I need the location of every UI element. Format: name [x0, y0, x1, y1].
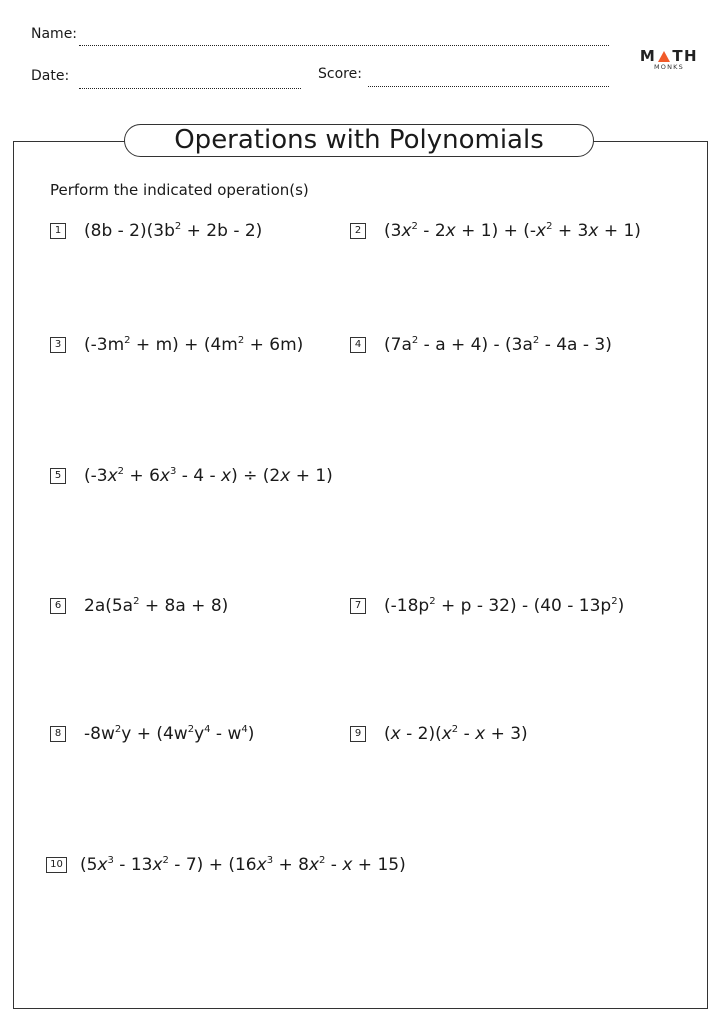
- problem-number: 4: [350, 337, 366, 353]
- problem-expression: $-8w^2y + (4w^2y^4 - w^4)$: [84, 724, 255, 744]
- page-title: Operations with Polynomials: [124, 124, 594, 157]
- problem-expression: $2a(5a^2 + 8a + 8)$: [84, 596, 229, 616]
- problem-expression: $(8b - 2)(3b^2 + 2b - 2)$: [84, 221, 263, 241]
- name-label: Name:: [31, 26, 78, 42]
- problem-expression: $(7a^2 - a + 4) - (3a^2 - 4a - 3)$: [384, 335, 612, 355]
- problem-number: 7: [350, 598, 366, 614]
- problem-expression: $(-3m^2 + m) + (4m^2 + 6m)$: [84, 335, 304, 355]
- date-line[interactable]: [79, 88, 301, 89]
- problem-expression: $(3x^2 - 2x + 1) + (-x^2 + 3x + 1)$: [384, 221, 641, 241]
- problem-number: 9: [350, 726, 366, 742]
- logo-subtext: MONKS: [654, 63, 684, 71]
- problem-number: 1: [50, 223, 66, 239]
- score-label: Score:: [318, 66, 362, 82]
- logo-triangle-icon: [658, 51, 670, 62]
- problem-expression: $(-3x^2 + 6x^3 - 4 - x) \div (2x + 1)$: [84, 466, 333, 486]
- problem-expression: $(5x^3 - 13x^2 - 7) + (16x^3 + 8x^2 - x + 15)$: [80, 855, 406, 875]
- worksheet-frame: [13, 141, 708, 1009]
- name-line[interactable]: [79, 45, 609, 46]
- problem-number: 5: [50, 468, 66, 484]
- problem-6: [50, 596, 228, 616]
- problem-9: [350, 724, 528, 744]
- math-monks-logo: [641, 47, 697, 71]
- problem-number: 10: [46, 857, 67, 873]
- problem-number: 8: [50, 726, 66, 742]
- problem-8: [50, 724, 254, 744]
- problem-1: [50, 221, 262, 241]
- score-line[interactable]: [368, 86, 609, 87]
- problem-expression: $(-18p^2 + p - 32) - (40 - 13p^2)$: [384, 596, 625, 616]
- problem-2: [350, 221, 641, 241]
- logo-text-end: TH: [672, 47, 699, 65]
- problem-4: [350, 335, 612, 355]
- problem-5: [50, 466, 333, 486]
- date-label: Date:: [31, 68, 70, 84]
- problem-number: 6: [50, 598, 66, 614]
- problem-3: [50, 335, 303, 355]
- instructions: Perform the indicated operation(s): [50, 181, 309, 199]
- problem-10: [46, 855, 406, 875]
- problem-number: 2: [350, 223, 366, 239]
- problem-expression: $(x - 2)(x^2 - x + 3)$: [384, 724, 528, 744]
- problem-number: 3: [50, 337, 66, 353]
- logo-text-start: M: [639, 47, 657, 65]
- problem-7: [350, 596, 624, 616]
